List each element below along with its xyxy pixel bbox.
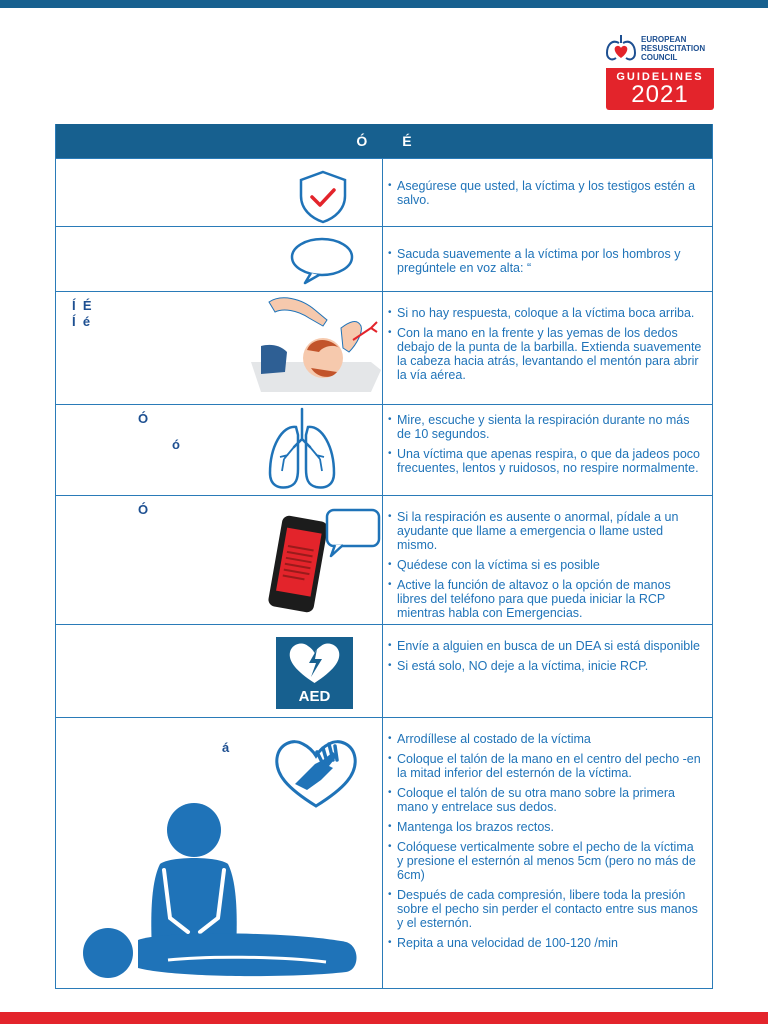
list-item: • Repita a una velocidad de 100-120 /min — [387, 936, 702, 950]
step-title-line: á — [222, 740, 230, 755]
list-item: • Si está solo, NO deje a la víctima, inicie RCP. — [387, 659, 702, 673]
bottom-bar — [0, 1012, 768, 1024]
step-title-line: Í é — [72, 314, 91, 329]
row-left-cell — [56, 159, 383, 226]
list-item: • Coloque el talón de su otra mano sobre la primera mano y entrelace sus dedos. — [387, 786, 702, 814]
top-bar — [0, 0, 768, 8]
table-row — [56, 158, 712, 226]
guidelines-badge — [606, 68, 714, 110]
head-tilt-chin-lift-icon — [231, 292, 383, 402]
list-item: • Quédese con la víctima si es posible — [387, 558, 702, 572]
list-item: • Mantenga los brazos rectos. — [387, 820, 702, 834]
step-title — [72, 298, 92, 330]
phone-call-icon — [261, 508, 381, 614]
speech-bubble-icon — [289, 235, 355, 285]
table-row — [56, 226, 712, 291]
row-left-cell — [56, 227, 383, 291]
logo-line-1: EUROPEAN — [641, 34, 687, 44]
row-left-cell — [56, 405, 383, 495]
row-right-cell — [383, 718, 712, 988]
aed-icon — [276, 637, 353, 709]
table-row — [56, 624, 712, 717]
step-title — [72, 411, 180, 453]
erc-logo — [604, 30, 716, 110]
table-row — [56, 717, 712, 988]
table-header — [56, 124, 712, 158]
badge-title: GUIDELINES — [616, 71, 704, 83]
list-item: • Coloque el talón de la mano en el centro del pecho -en la mitad inferior del esternón de la víctima. — [387, 752, 702, 780]
list-item: • Mire, escuche y sienta la respiración durante no más de 10 segundos. — [387, 413, 702, 441]
row-left-cell — [56, 625, 383, 717]
logo-line-3: COUNCIL — [641, 52, 678, 62]
row-left-cell — [56, 496, 383, 624]
row-right-cell — [383, 496, 712, 624]
list-item: • Asegúrese que usted, la víctima y los testigos estén a salvo. — [387, 179, 702, 207]
row-right-cell — [383, 292, 712, 404]
list-item: • Después de cada compresión, libere toda la presión sobre el pecho sin perder el contacto entre sus manos y el esternón. — [387, 888, 702, 930]
lungs-heart-logo-icon — [604, 31, 638, 65]
table-row — [56, 291, 712, 404]
list-item: • Con la mano en la frente y las yemas de los dedos debajo de la punta de la barbilla. Extienda suavemente la cabeza hacia atrás, levantando el mentón para abrir la vía aérea. — [387, 326, 702, 382]
row-right-cell — [383, 625, 712, 717]
list-item: • Colóquese verticalmente sobre el pecho de la víctima y presione el esternón al menos 5cm (pero no más de 6cm) — [387, 840, 702, 882]
list-item: • Arrodíllese al costado de la víctima — [387, 732, 702, 746]
step-title-line: Í É — [72, 298, 92, 313]
list-item: • Si la respiración es ausente o anormal, pídale a un ayudante que llame a emergencia o llame usted mismo. — [387, 510, 702, 552]
heart-bolt-icon — [276, 637, 353, 687]
badge-year: 2021 — [631, 81, 689, 108]
row-left-cell — [56, 718, 383, 988]
lungs-icon — [266, 407, 338, 493]
step-title — [72, 502, 148, 518]
table-header-text: Ó É — [356, 133, 412, 149]
shield-check-icon — [297, 169, 349, 225]
table-row — [56, 404, 712, 495]
step-title-line: Ó — [138, 411, 149, 426]
row-right-cell — [383, 405, 712, 495]
logo-line-2: RESUSCITATION — [641, 43, 706, 53]
list-item: • Active la función de altavoz o la opción de manos libres del teléfono para que pueda iniciar la RCP mientras habla con Emergencias. — [387, 578, 702, 620]
list-item: • Envíe a alguien en busca de un DEA si está disponible — [387, 639, 702, 653]
table-row — [56, 495, 712, 624]
step-title-line: ó — [172, 437, 180, 452]
aed-label: AED — [298, 688, 331, 705]
list-item: • Sacuda suavemente a la víctima por los hombros y pregúntele en voz alta: “ — [387, 247, 702, 275]
list-item: • Una víctima que apenas respira, o que da jadeos poco frecuentes, lentos y ruidosos, no respire normalmente. — [387, 447, 702, 475]
list-item: • Si no hay respuesta, coloque a la víctima boca arriba. — [387, 306, 702, 320]
step-title — [72, 724, 229, 756]
row-right-cell — [383, 227, 712, 291]
cpr-person-icon — [76, 800, 376, 985]
row-right-cell — [383, 159, 712, 226]
steps-table — [55, 124, 713, 989]
row-left-cell — [56, 292, 383, 404]
step-title-line: Ó — [138, 502, 149, 517]
